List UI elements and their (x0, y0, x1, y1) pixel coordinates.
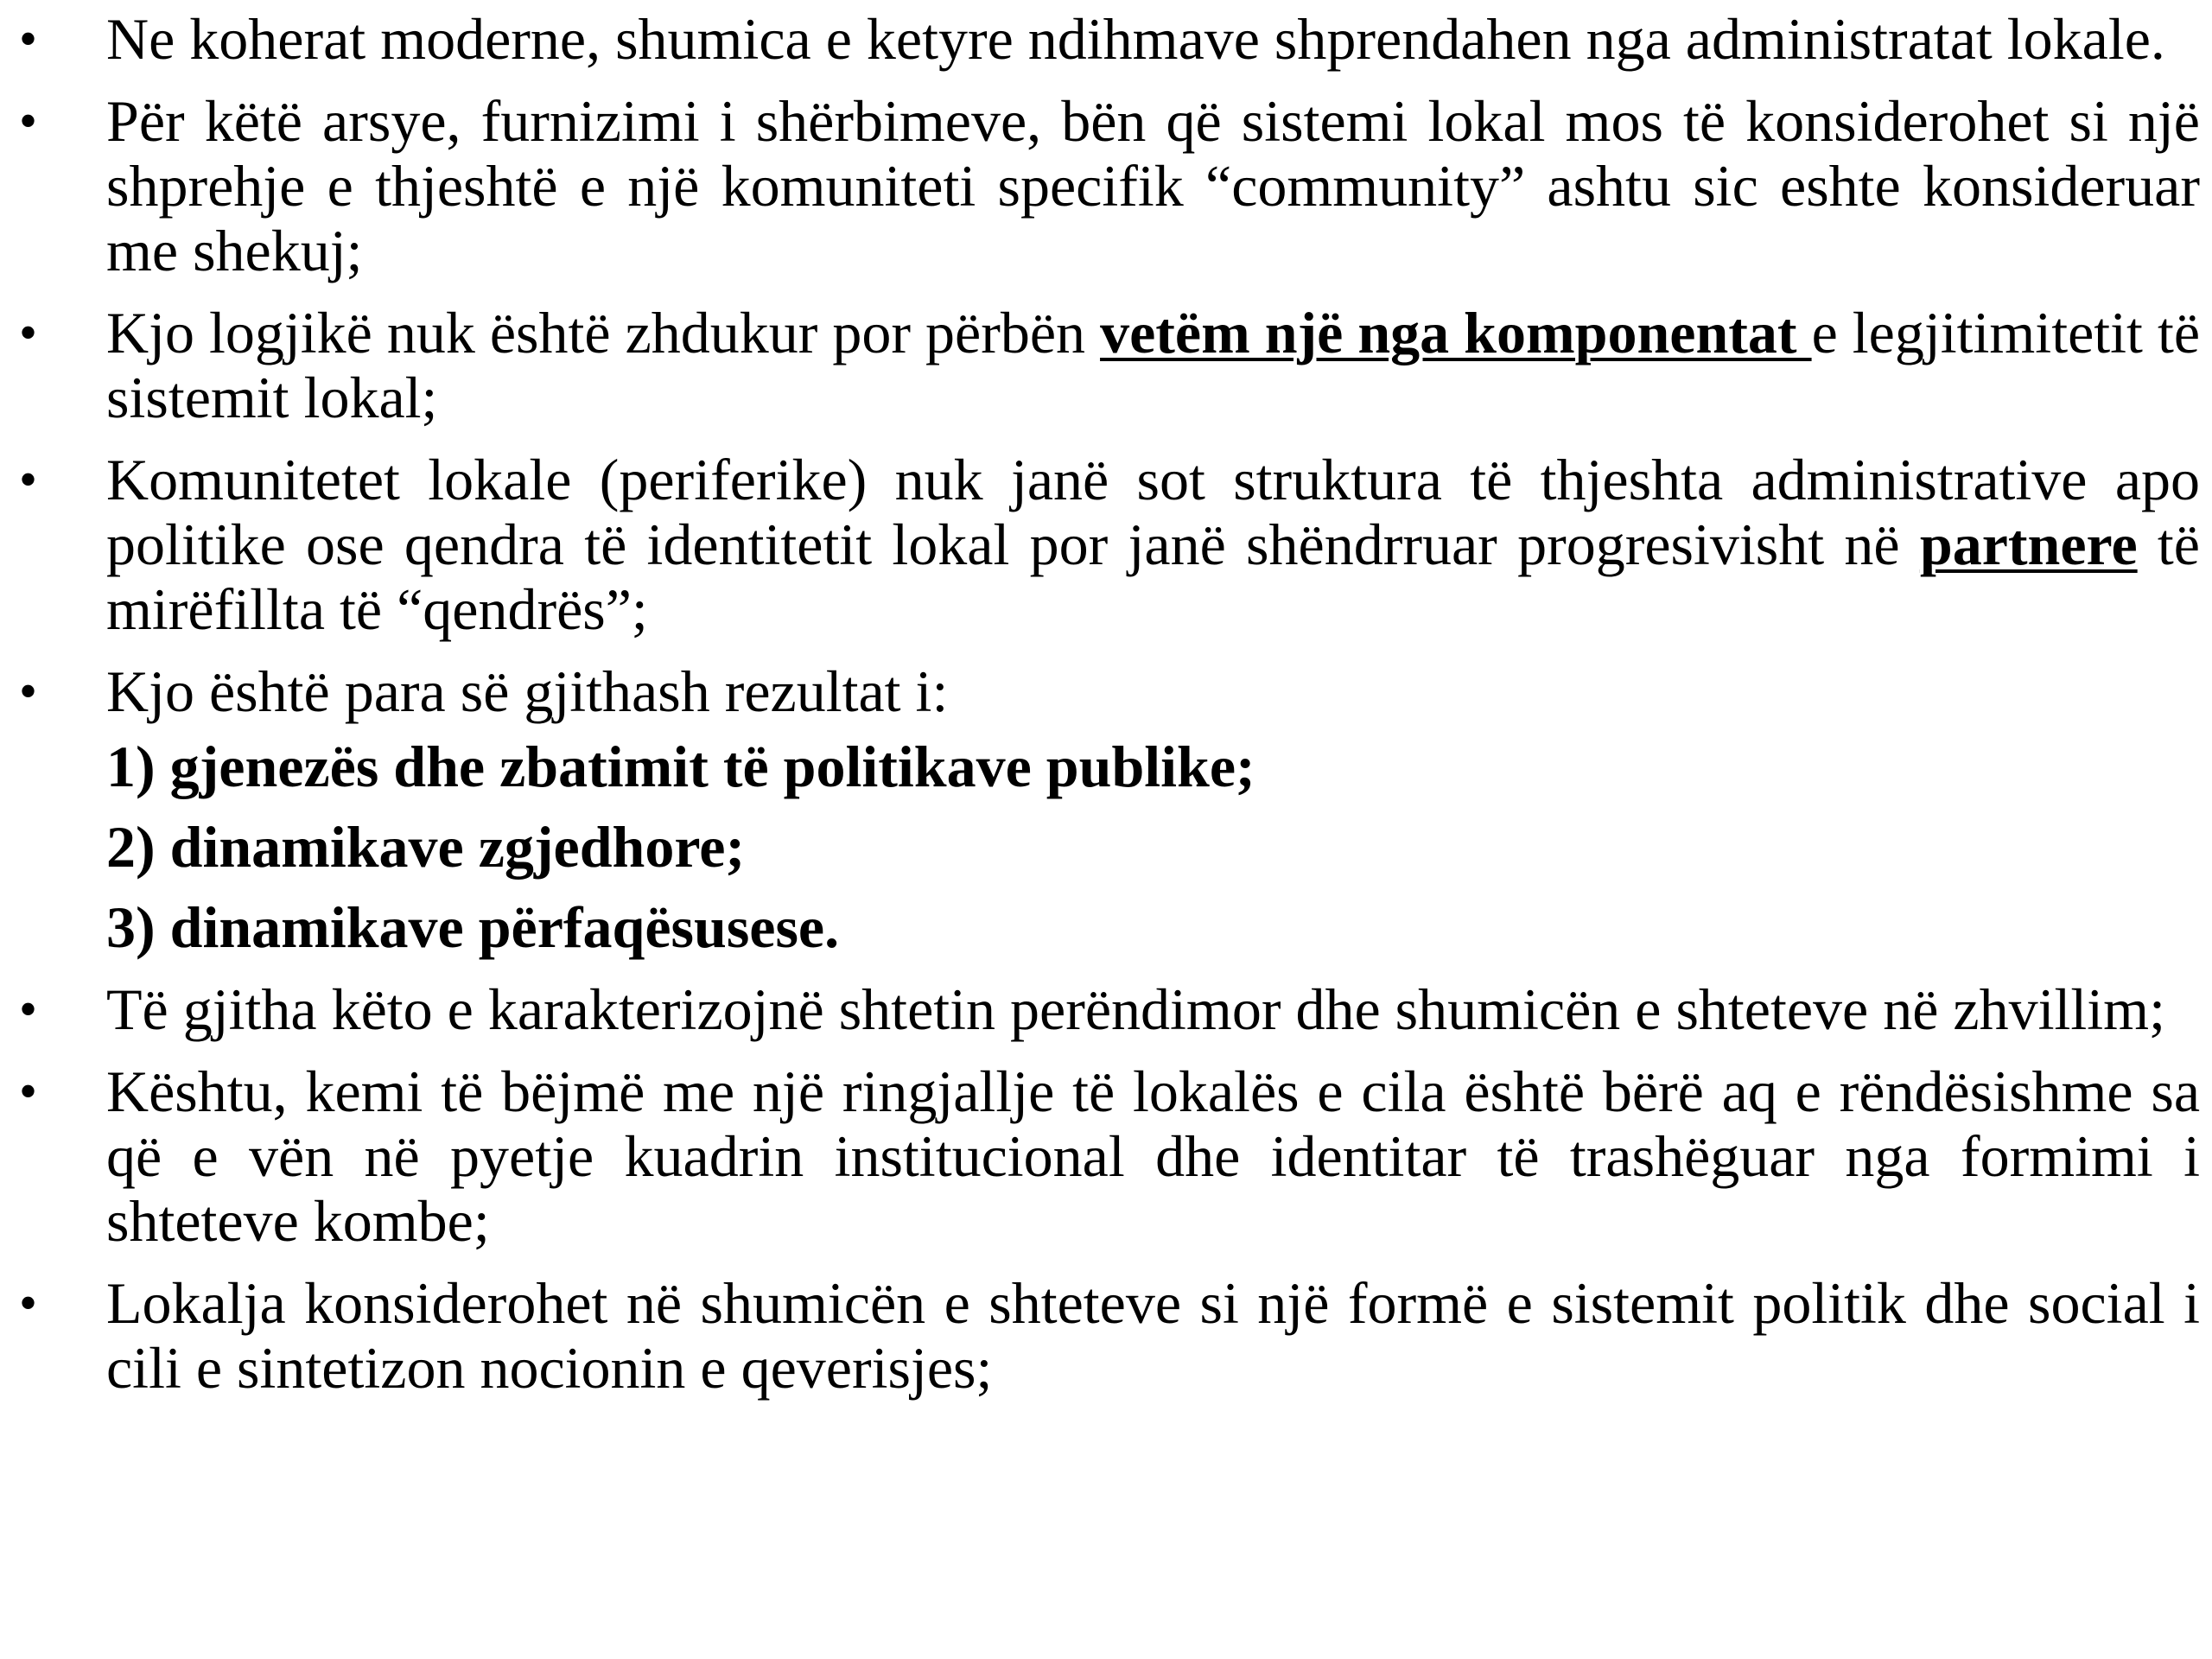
numbered-sub-item: 2) dinamikave zgjedhore; (106, 814, 746, 880)
numbered-sub-item: 3) dinamikave përfaqësusese. (106, 894, 840, 960)
list-item (0, 977, 2212, 1042)
emphasized-text: vetëm një nga komponentat (1100, 300, 1812, 365)
bullet-icon: • (19, 451, 38, 508)
emphasized-text: partnere (1919, 512, 2138, 577)
bullet-icon: • (19, 663, 38, 720)
bullet-list (0, 7, 2212, 1401)
list-item-text: Për këtë arsye, furnizimi i shërbimeve, bën që sistemi lokal mos të konsiderohet si një shprehje e thjeshtë e një komuniteti specifik “community” ashtu sic eshte konsideruar me shekuj; (106, 88, 2200, 283)
list-item (0, 89, 2212, 283)
bullet-icon: • (19, 1063, 38, 1120)
list-item (0, 659, 2212, 724)
list-item-text: Komunitetet lokale (periferike) nuk janë sot struktura të thjeshta administrative apo politike ose qendra të identitetit lokal por janë shëndrruar progresivisht në (106, 447, 2200, 577)
list-item (0, 301, 2212, 430)
numbered-sub-item: 1) gjenezës dhe zbatimit të politikave publike; (106, 734, 1255, 799)
list-item-text: Kjo është para së gjithash rezultat i: (106, 658, 949, 724)
bullet-icon: • (19, 304, 38, 361)
list-item-text: Lokalja konsiderohet në shumicën e shteteve si një formë e sistemit politik dhe social i cili e sintetizon nocionin e qeverisjes; (106, 1270, 2200, 1401)
list-item (0, 7, 2212, 72)
bullet-icon: • (19, 981, 38, 1038)
list-item (0, 1271, 2212, 1401)
bullet-icon: • (19, 1274, 38, 1332)
list-item-text: Të gjitha këto e karakterizojnë shtetin perëndimor dhe shumicën e shteteve në zhvillim; (106, 976, 2165, 1042)
list-item-text: Kështu, kemi të bëjmë me një ringjallje të lokalës e cila është bërë aq e rëndësishme sa që e vën në pyetje kuadrin institucional dhe identitar të trashëguar nga formimi i shteteve kombe; (106, 1058, 2200, 1254)
bullet-icon: • (19, 10, 38, 67)
list-item (0, 448, 2212, 642)
list-item-text: e legjitimitetit të sistemit lokal; (106, 300, 2201, 430)
list-item-text: Ne koherat moderne, shumica e ketyre ndihmave shprendahen nga administratat lokale. (106, 6, 2165, 72)
list-item-text: Kjo logjikë nuk është zhdukur por përbën (106, 300, 1101, 365)
bullet-icon: • (19, 92, 38, 149)
list-item-text: të mirëfillta të “qendrës”; (106, 512, 2200, 642)
list-item (0, 1059, 2212, 1254)
